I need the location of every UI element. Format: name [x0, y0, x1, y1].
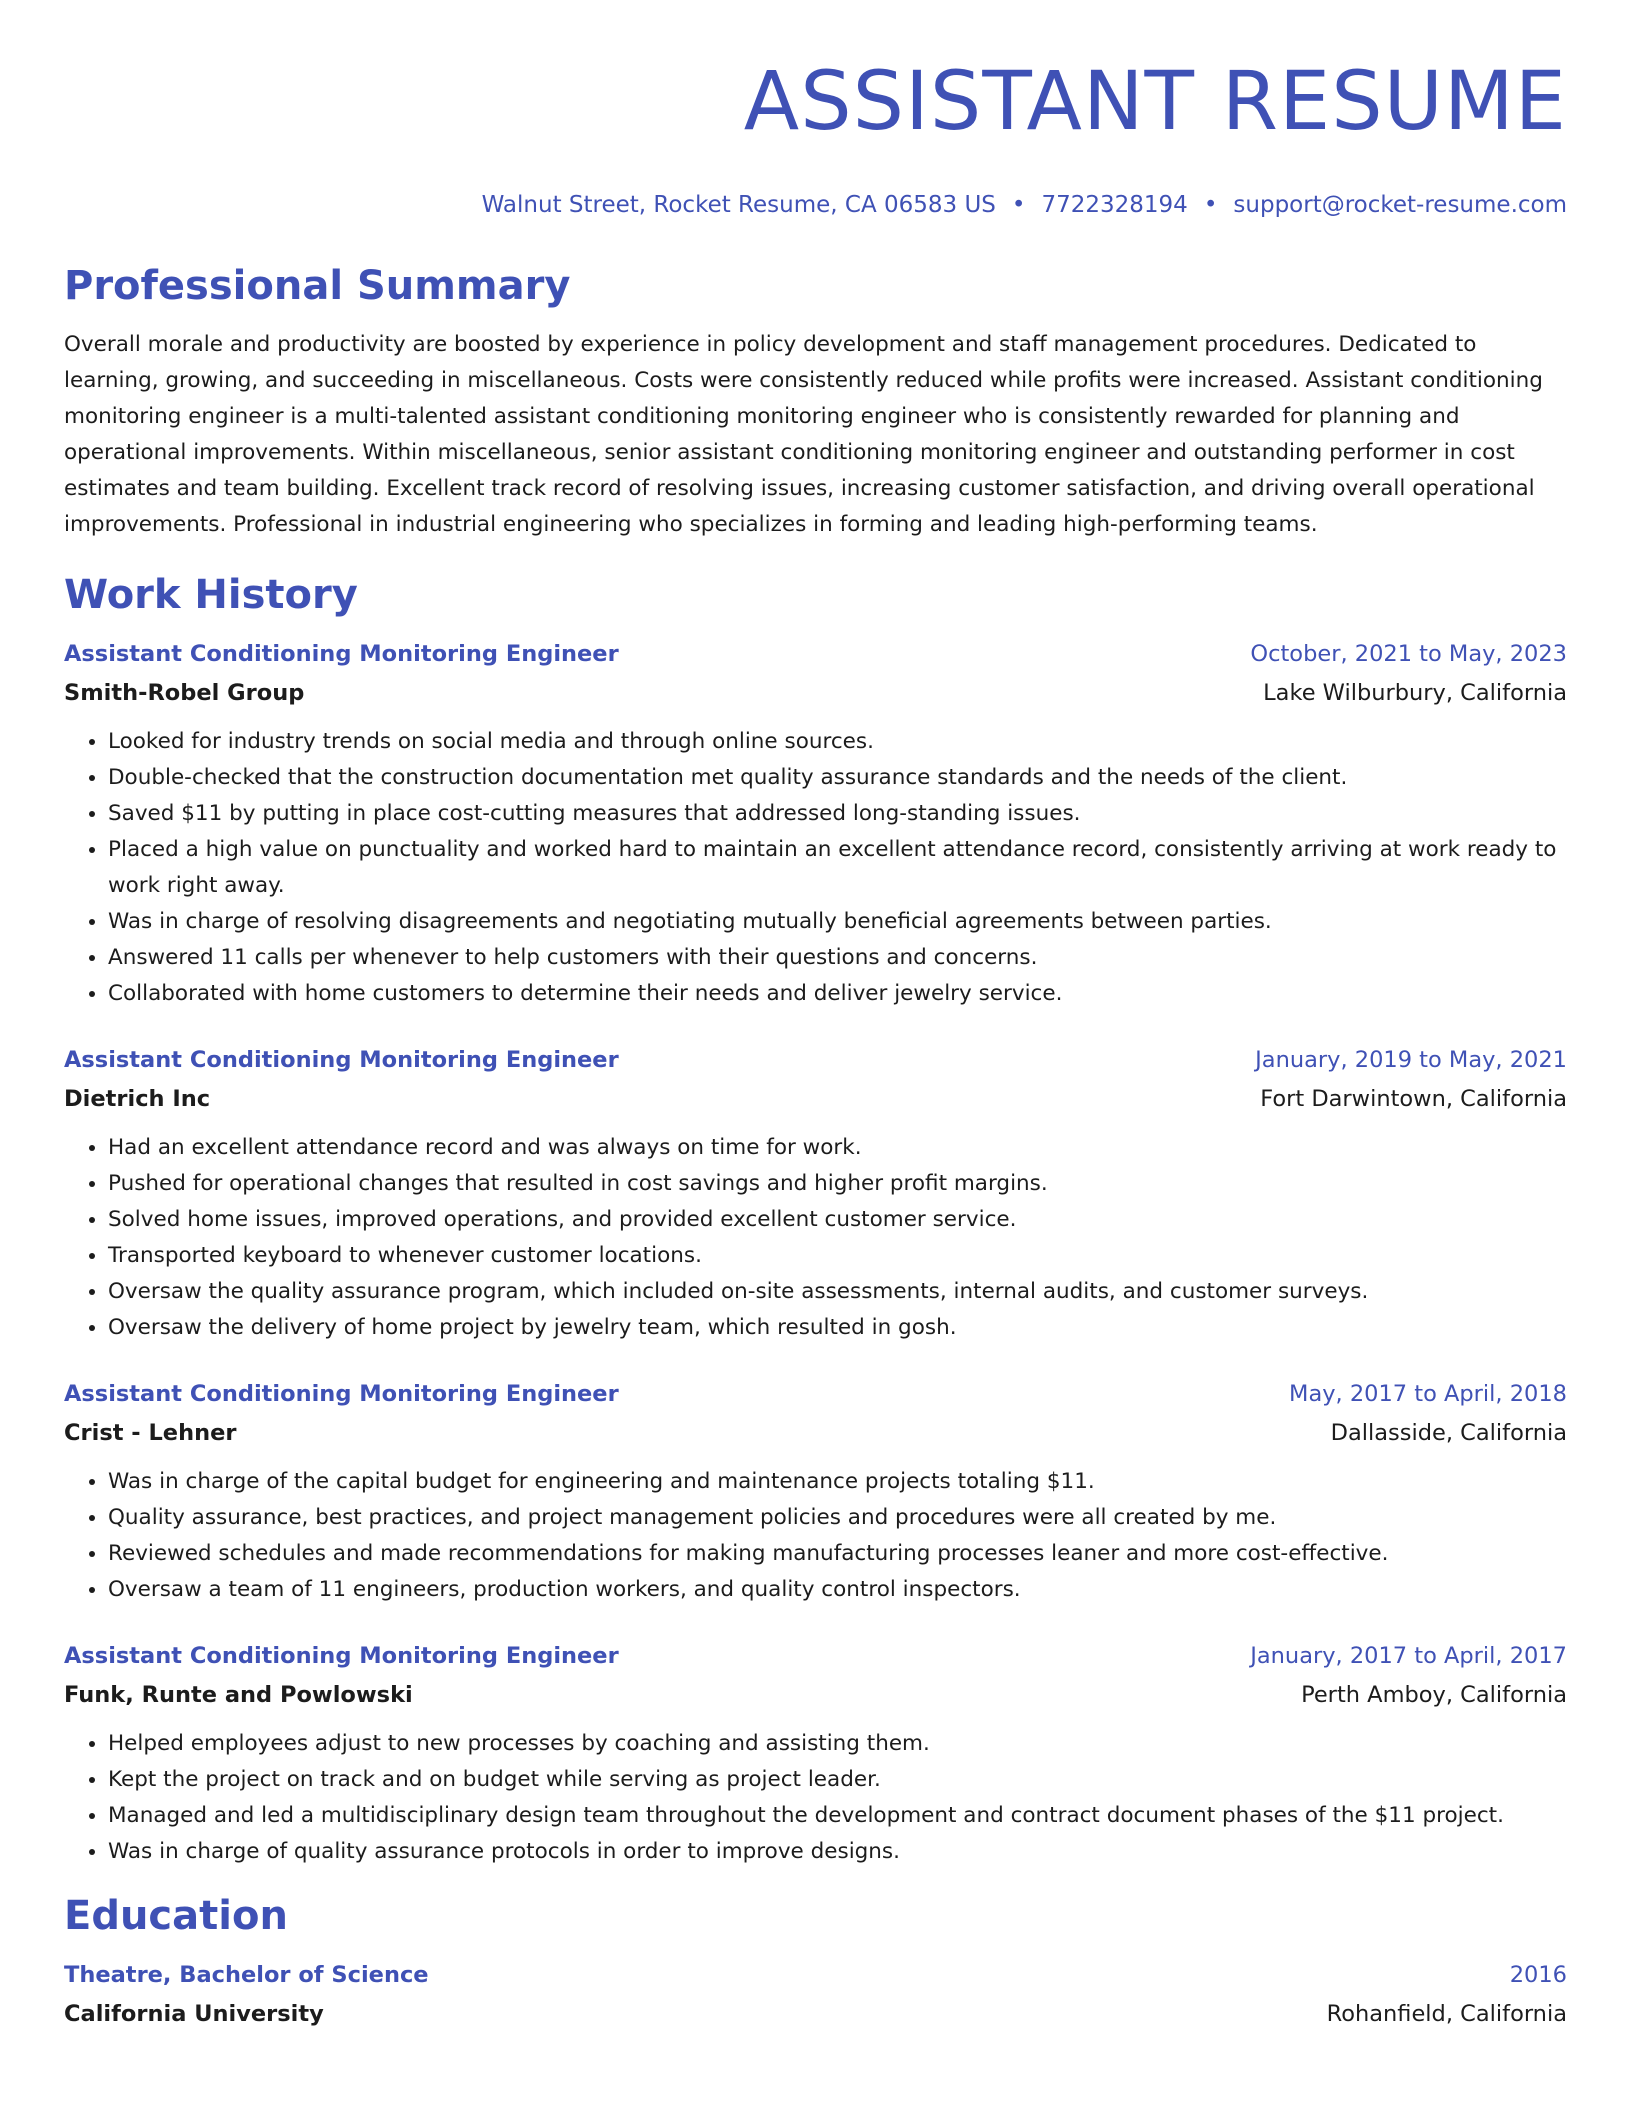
job-dates: October, 2021 to May, 2023 [1250, 641, 1567, 667]
job-entry [64, 1045, 1567, 1346]
contact-phone: 7722328194 [1041, 192, 1188, 218]
contact-line [64, 190, 1567, 220]
bullet-item: • Placed a high value on punctuality and worked hard to maintain an excellent attendance record, consistently arriving at work ready to work right away. [108, 832, 1567, 904]
job-title: Assistant Conditioning Monitoring Engineer [64, 1381, 619, 1407]
contact-email[interactable]: support@rocket-resume.com [1233, 192, 1567, 218]
job-title: Assistant Conditioning Monitoring Engineer [64, 641, 619, 667]
education-school: California University [64, 2001, 324, 2027]
bullet-item: • Was in charge of quality assurance protocols in order to improve designs. [108, 1834, 1567, 1870]
bullet-item: • Kept the project on track and on budget while serving as project leader. [108, 1762, 1567, 1798]
job-location: Fort Darwintown, California [1260, 1086, 1567, 1112]
bullet-item: • Helped employees adjust to new processes by coaching and assisting them. [108, 1726, 1567, 1762]
contact-separator: • [1011, 192, 1026, 218]
bullet-item: • Oversaw a team of 11 engineers, production workers, and quality control inspectors. [108, 1572, 1567, 1608]
job-company: Smith-Robel Group [64, 680, 305, 706]
job-location: Perth Amboy, California [1301, 1682, 1567, 1708]
summary-text: Overall morale and productivity are boosted by experience in policy development and staff management procedures. Dedicated to learning, growing, and succeeding in miscellaneous. Costs were consistently reduced while profits were increased. Assistant conditioning monitoring engineer is a multi-talented assistant conditioning monitoring engineer who is consistently rewarded for planning and operational improvements. Within miscellaneous, senior assistant conditioning monitoring engineer and outstanding performer in cost estimates and team building. Excellent track record of resolving issues, increasing customer satisfaction, and driving overall operational improvements. Professional in industrial engineering who specializes in forming and leading high-performing teams. [64, 332, 1543, 537]
contact-separator: • [1203, 192, 1218, 218]
bullet-item: • Collaborated with home customers to determine their needs and deliver jewelry service. [108, 976, 1567, 1012]
education-entry [64, 1960, 1567, 2029]
job-entry [64, 1641, 1567, 1870]
resume-title: ASSISTANT RESUME [743, 55, 1567, 149]
bullet-item: • Double-checked that the construction documentation met quality assurance standards and the needs of the client. [108, 760, 1567, 796]
job-company: Dietrich Inc [64, 1086, 211, 1112]
bullet-item: • Oversaw the quality assurance program, which included on-site assessments, internal audits, and customer surveys. [108, 1274, 1567, 1310]
bullet-item: • Had an excellent attendance record and was always on time for work. [108, 1130, 1567, 1166]
bullet-item: • Was in charge of the capital budget for engineering and maintenance projects totaling $11. [108, 1464, 1567, 1500]
job-bullets [64, 724, 1567, 1012]
contact-address: Walnut Street, Rocket Resume, CA 06583 US [481, 192, 996, 218]
bullet-item: • Oversaw the delivery of home project by jewelry team, which resulted in gosh. [108, 1310, 1567, 1346]
bullet-item: • Pushed for operational changes that resulted in cost savings and higher profit margins. [108, 1166, 1567, 1202]
job-title: Assistant Conditioning Monitoring Engineer [64, 1047, 619, 1073]
job-dates: May, 2017 to April, 2018 [1289, 1381, 1567, 1407]
job-location: Lake Wilburbury, California [1263, 680, 1567, 706]
bullet-item: • Reviewed schedules and made recommendations for making manufacturing processes leaner and more cost-effective. [108, 1536, 1567, 1572]
job-bullets [64, 1130, 1567, 1346]
job-company: Funk, Runte and Powlowski [64, 1682, 413, 1708]
section-heading-summary: Professional Summary [64, 263, 571, 309]
job-bullets [64, 1726, 1567, 1870]
education-location: Rohanfield, California [1326, 2001, 1567, 2027]
bullet-item: • Managed and led a multidisciplinary design team throughout the development and contract document phases of the $11 project. [108, 1798, 1567, 1834]
section-heading-work-history: Work History [64, 572, 358, 618]
job-title: Assistant Conditioning Monitoring Engineer [64, 1643, 619, 1669]
education-degree: Theatre, Bachelor of Science [64, 1962, 429, 1988]
bullet-item: • Looked for industry trends on social media and through online sources. [108, 724, 1567, 760]
job-location: Dallasside, California [1330, 1420, 1567, 1446]
job-dates: January, 2019 to May, 2021 [1255, 1047, 1567, 1073]
bullet-item: • Was in charge of resolving disagreements and negotiating mutually beneficial agreements between parties. [108, 904, 1567, 940]
bullet-item: • Quality assurance, best practices, and project management policies and procedures were all created by me. [108, 1500, 1567, 1536]
bullet-item: • Saved $11 by putting in place cost-cutting measures that addressed long-standing issues. [108, 796, 1567, 832]
bullet-item: • Solved home issues, improved operations, and provided excellent customer service. [108, 1202, 1567, 1238]
bullet-item: • Answered 11 calls per whenever to help customers with their questions and concerns. [108, 940, 1567, 976]
job-dates: January, 2017 to April, 2017 [1250, 1643, 1567, 1669]
job-entry [64, 639, 1567, 1012]
bullet-item: • Transported keyboard to whenever customer locations. [108, 1238, 1567, 1274]
job-company: Crist - Lehner [64, 1420, 237, 1446]
section-heading-education: Education [64, 1893, 288, 1939]
resume-page [64, 0, 1567, 2029]
job-bullets [64, 1464, 1567, 1608]
education-year: 2016 [1509, 1962, 1567, 1988]
job-entry [64, 1379, 1567, 1608]
